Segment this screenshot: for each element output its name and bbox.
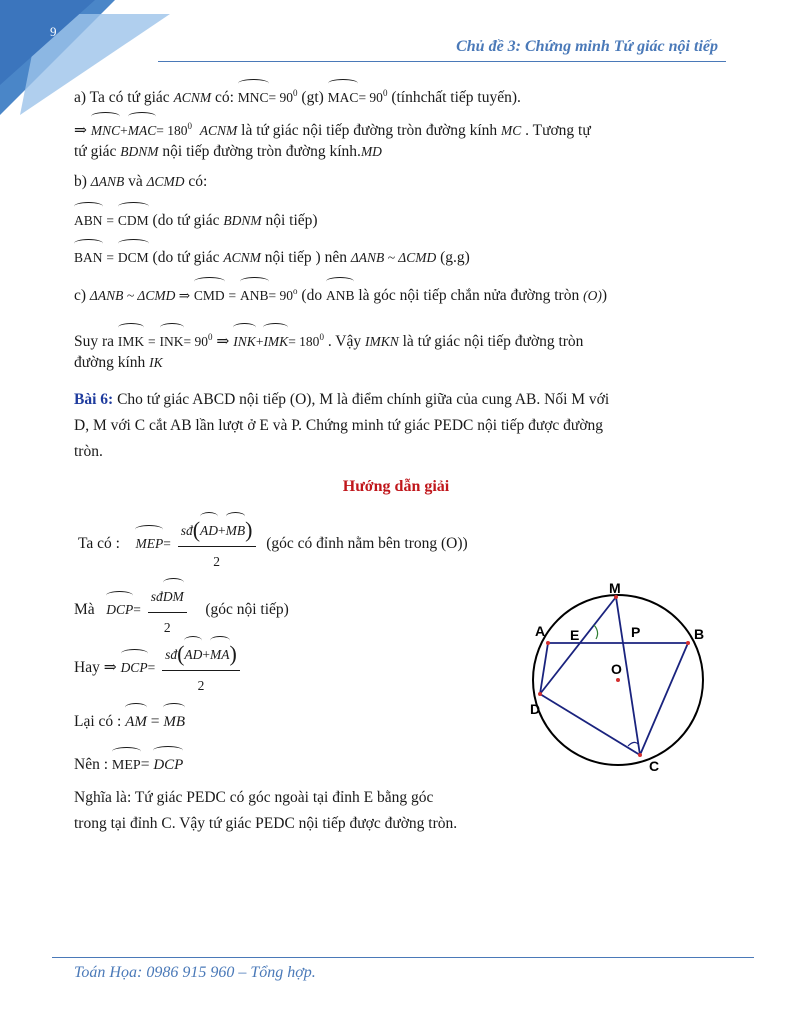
arc-label: DCP [153, 748, 183, 778]
point-a [546, 641, 550, 645]
arc-label: MB [163, 705, 185, 735]
conclusion-line-2 [74, 350, 163, 376]
arc-label: DCP [121, 651, 148, 681]
math-text: = 90 [183, 334, 209, 349]
arc-label: MB [226, 514, 246, 544]
text: tứ giác [74, 143, 117, 160]
segment-md [540, 597, 616, 694]
math-text: 2 [213, 554, 220, 569]
part-b-line-1 [74, 204, 318, 234]
label-a: A [535, 623, 546, 639]
degree-sup: 0 [293, 88, 298, 98]
text: nội tiếp đường tròn đường kính. [162, 143, 361, 160]
solution-line-2 [74, 580, 289, 641]
text: và [128, 173, 143, 190]
math-text: = 90 [268, 288, 294, 303]
math-text: + [120, 123, 128, 138]
arc-label: CDM [118, 204, 149, 234]
text: (g.g) [440, 249, 470, 266]
arc-label: AD [200, 514, 218, 544]
text: Lại có : [74, 713, 122, 730]
math-text: (O) [583, 288, 602, 303]
footer-divider [52, 957, 754, 958]
text: (do tứ giác [152, 249, 220, 266]
math-text: MD [360, 144, 382, 159]
math-text: = 180 [156, 123, 188, 138]
arc-label: AM [125, 705, 147, 735]
arc-label: ANB [326, 279, 355, 309]
fraction: $\frac{sđ(AD+MB)}{2}$ [178, 514, 256, 575]
math-text: ⇒ [74, 122, 87, 139]
text: đường kính [74, 354, 146, 371]
text: (do [301, 287, 323, 304]
text: là tứ giác nội tiếp đường tròn [402, 333, 584, 350]
math-text: ACNM [223, 250, 261, 265]
math-text: + [218, 523, 226, 538]
geometry-figure [520, 578, 720, 778]
text: Nên : [74, 756, 109, 773]
text: ) [601, 287, 608, 304]
part-c-line [74, 278, 607, 309]
point-b [686, 641, 690, 645]
text: b) [74, 173, 87, 190]
text: . Tương tự [525, 122, 591, 139]
text: . Vậy [327, 333, 362, 350]
problem-6-line-3 [74, 439, 103, 465]
fraction: $\frac{sđ(AD+MA)}{2}$ [162, 638, 240, 699]
arc-label: MEP [112, 749, 141, 779]
math-text: = 90 [358, 90, 383, 105]
header-title: Chủ đề 3: Chứng minh Tứ giác nội tiếp [456, 38, 718, 55]
text: (gt) [301, 89, 324, 106]
part-a-line-3 [74, 139, 382, 165]
text: trong tại đỉnh C. Vậy tứ giác PEDC nội tiếp được đường tròn. [74, 815, 458, 832]
math-text: 2 [163, 620, 171, 635]
math-text: = [106, 213, 115, 228]
text: c) [74, 287, 87, 304]
arc-label: MAC [128, 114, 157, 144]
label-d: D [530, 701, 541, 717]
text: tròn. [74, 443, 103, 460]
text: nội tiếp ) nên [264, 249, 347, 266]
math-text: = [163, 536, 171, 552]
problem-6-line-2 [74, 413, 603, 439]
text: a) Ta có tứ giác [74, 89, 170, 106]
text: nội tiếp) [265, 212, 318, 229]
angle-mark-e [594, 625, 598, 639]
point-d [538, 692, 542, 696]
math-text: = [140, 756, 150, 773]
math-text: 2 [197, 678, 205, 693]
part-a-line [74, 80, 521, 111]
math-text: sđ [165, 647, 178, 662]
arc-label: MNC [238, 81, 269, 111]
problem-label: Bài 6: [74, 391, 114, 408]
text: D, M với C cắt AB lần lượt ở E và P. Chứng minh tứ giác PEDC nội tiếp được đường [74, 417, 604, 434]
text: (góc nội tiếp) [205, 601, 289, 619]
math-text: = [228, 288, 237, 303]
arc-label: IMK [263, 325, 288, 355]
math-text: = [150, 713, 160, 730]
page-number: 9 [50, 24, 57, 39]
arc-label: BAN [74, 241, 103, 271]
arc-label: INK [233, 325, 256, 355]
math-text: + [255, 334, 264, 349]
arc-label: IMK [118, 325, 144, 355]
angle-mark-c [628, 742, 638, 746]
text: (góc có đỉnh nằm bên trong (O)) [266, 535, 468, 553]
header-divider [158, 61, 726, 62]
arc-label: MAC [328, 81, 359, 111]
degree-sup: 0 [187, 121, 193, 131]
text: Mà [74, 601, 95, 619]
math-text: sđ [180, 523, 193, 538]
solution-line-5 [74, 748, 183, 779]
arc-label: ABN [74, 204, 103, 234]
math-text: ΔANB ~ ΔCMD ⇒ [89, 288, 191, 303]
text: có: [188, 173, 208, 190]
text: (tínhchất tiếp tuyến). [391, 89, 521, 106]
solution-line-6 [74, 785, 433, 811]
footer-text: Toán Họa: 0986 915 960 – Tổng hợp. [74, 964, 316, 981]
math-text: ⇒ [216, 333, 230, 350]
math-text: BDNM [120, 144, 159, 159]
math-text: ACNM [199, 123, 238, 138]
text: có: [214, 89, 234, 106]
problem-6-line-1 [74, 387, 609, 413]
solution-line-3 [74, 638, 243, 699]
math-text: IMKN [364, 334, 399, 349]
math-text: = [106, 250, 115, 265]
solution-line-7 [74, 811, 457, 837]
text: Cho tứ giác ABCD nội tiếp (O), M là điểm chính giữa của cung AB. Nối M với [117, 391, 610, 408]
arc-label: MNC [91, 114, 120, 144]
degree-sup: 0 [208, 332, 213, 342]
arc-label: MA [210, 638, 230, 668]
arc-label: MEP [135, 527, 163, 557]
degree-sup: 0 [319, 332, 324, 342]
label-b: B [694, 626, 705, 642]
text: (do tứ giác [152, 212, 220, 229]
text: là tứ giác nội tiếp đường tròn đường kính [241, 122, 498, 139]
label-o: O [611, 661, 622, 677]
math-text: ΔANB [90, 174, 125, 189]
arc-label: ANB [240, 279, 269, 309]
math-text: = 90 [268, 90, 294, 105]
label-p: P [631, 624, 641, 640]
part-b-line [74, 169, 207, 195]
math-text: sđ [150, 589, 163, 604]
math-text: + [202, 647, 211, 662]
segment-dc [540, 694, 640, 755]
arc-label: INK [160, 325, 184, 355]
label-c: C [649, 758, 660, 774]
arc-label: DCP [106, 593, 133, 623]
solution-line-4 [74, 705, 185, 735]
part-b-line-2 [74, 241, 470, 271]
degree-sup: 0 [382, 88, 388, 98]
math-text: ΔANB ~ ΔCMD [350, 250, 437, 265]
solution-heading: Hướng dẫn giải [342, 478, 450, 495]
point-o [616, 678, 620, 682]
math-text: ACNM [173, 90, 212, 105]
math-text: = [147, 660, 156, 676]
arc-label: DCM [118, 241, 149, 271]
math-text: ΔCMD [146, 174, 185, 189]
label-e: E [570, 627, 580, 643]
math-text: = [148, 334, 156, 349]
text: Ta có : [78, 535, 120, 553]
math-text: = 180 [288, 334, 320, 349]
degree-sup: o [293, 286, 298, 296]
arc-label: AD [184, 638, 202, 668]
label-m: M [609, 580, 621, 596]
text: là góc nội tiếp chắn nửa đường tròn [358, 287, 580, 304]
math-text: BDNM [223, 213, 262, 228]
arc-label: CMD [194, 279, 225, 309]
text: Suy ra [74, 333, 115, 350]
math-text: IK [149, 355, 163, 370]
math-text: = [133, 602, 141, 618]
math-text: MC [501, 123, 522, 138]
solution-line-1 [78, 514, 468, 575]
text: Nghĩa là: Tứ giác PEDC có góc ngoài tại đỉnh E bằng góc [74, 789, 434, 806]
fraction [148, 580, 187, 641]
point-c [638, 753, 642, 757]
text: Hay ⇒ [74, 659, 117, 677]
arc-label: DM [163, 580, 184, 610]
